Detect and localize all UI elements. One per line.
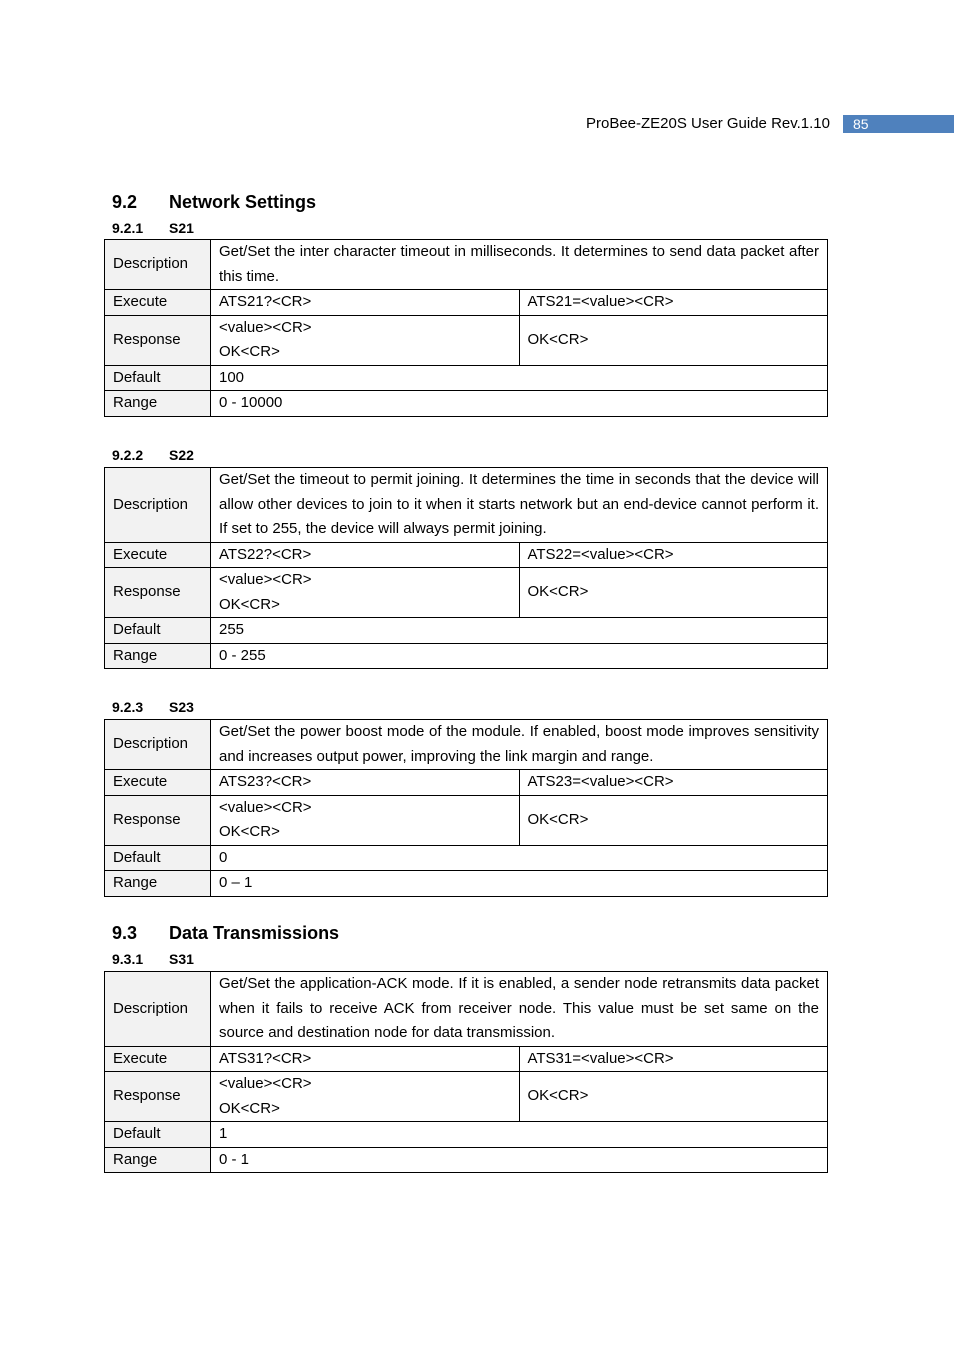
response-get-ok: OK<CR>: [219, 595, 280, 613]
subsection-title: S22: [169, 447, 194, 463]
range-label: Range: [105, 643, 211, 669]
default-label: Default: [105, 845, 211, 871]
subsection-number: 9.2.1: [112, 220, 144, 236]
default-value: 255: [211, 618, 828, 644]
execute-label: Execute: [105, 542, 211, 568]
execute-set: ATS21=<value><CR>: [519, 290, 828, 316]
subsection-number: 9.3.1: [112, 951, 144, 967]
execute-set: ATS31=<value><CR>: [519, 1046, 828, 1072]
description-text: Get/Set the power boost mode of the module. If enabled, boost mode improves sensitivity and increases output power, improving the link margin and range.: [211, 720, 828, 770]
section-title: Network Settings: [169, 192, 317, 212]
execute-label: Execute: [105, 290, 211, 316]
section-heading: [112, 922, 339, 944]
response-label: Response: [105, 1072, 211, 1122]
response-get-value: <value><CR>: [219, 318, 312, 336]
response-get-value: <value><CR>: [219, 1075, 312, 1092]
response-label: Response: [105, 795, 211, 845]
default-label: Default: [105, 365, 211, 391]
command-table: [104, 719, 828, 897]
response-get-value: <value><CR>: [219, 571, 312, 588]
response-get-ok: OK<CR>: [219, 823, 280, 840]
section-number: 9.2: [112, 192, 138, 212]
description-label: Description: [105, 468, 211, 543]
subsection-number: 9.2.3: [112, 699, 144, 715]
response-get-ok: OK<CR>: [219, 343, 280, 360]
description-label: Description: [105, 720, 211, 770]
subsection-title: S21: [169, 220, 194, 236]
execute-get: ATS23?<CR>: [211, 770, 520, 796]
execute-get: ATS31?<CR>: [211, 1046, 520, 1072]
section-number: 9.3: [112, 923, 138, 943]
default-label: Default: [105, 618, 211, 644]
execute-set: ATS23=<value><CR>: [519, 770, 828, 796]
page-number-badge: 85: [843, 115, 954, 133]
description-label: Description: [105, 240, 211, 290]
range-label: Range: [105, 391, 211, 417]
description-label: Description: [105, 972, 211, 1047]
command-table: [104, 239, 828, 417]
range-label: Range: [105, 1147, 211, 1173]
response-get-ok: OK<CR>: [219, 1099, 280, 1117]
default-value: 1: [211, 1122, 828, 1148]
response-get: [211, 1072, 520, 1122]
execute-get: ATS22?<CR>: [211, 542, 520, 568]
default-label: Default: [105, 1122, 211, 1148]
section-title: Data Transmissions: [169, 923, 340, 943]
default-value: 100: [211, 365, 828, 391]
range-label: Range: [105, 871, 211, 897]
execute-label: Execute: [105, 770, 211, 796]
document-header-title: ProBee-ZE20S User Guide Rev.1.10: [585, 115, 830, 132]
subsection-heading: [112, 698, 194, 716]
response-get: [211, 795, 520, 845]
response-get: [211, 568, 520, 618]
execute-set: ATS22=<value><CR>: [519, 542, 828, 568]
range-value: 0 - 10000: [211, 391, 828, 417]
subsection-heading: [112, 219, 194, 237]
default-value: 0: [211, 845, 828, 871]
command-table: [104, 971, 828, 1173]
response-set: OK<CR>: [519, 795, 828, 845]
subsection-heading: [112, 446, 194, 464]
subsection-number: 9.2.2: [112, 447, 144, 463]
response-set: OK<CR>: [519, 1072, 828, 1122]
description-text: Get/Set the timeout to permit joining. It determines the time in seconds that the device will allow other devices to join to it when it starts network but an end-device cannot perform it. If set to 255, the device will always permit joining.: [211, 468, 828, 543]
section-heading: [112, 191, 316, 213]
response-label: Response: [105, 315, 211, 365]
response-label: Response: [105, 568, 211, 618]
description-text: Get/Set the application-ACK mode. If it is enabled, a sender node retransmits data packet when it fails to receive ACK from receiver node. This value must be set same on the source and destination node for data transmission.: [211, 972, 828, 1047]
execute-label: Execute: [105, 1046, 211, 1072]
command-table: [104, 467, 828, 669]
description-text: Get/Set the inter character timeout in milliseconds. It determines to send data packet after this time.: [211, 240, 828, 290]
range-value: 0 - 255: [211, 643, 828, 669]
response-set: OK<CR>: [519, 568, 828, 618]
subsection-heading: [112, 950, 194, 968]
subsection-title: S23: [169, 699, 194, 715]
range-value: 0 - 1: [211, 1147, 828, 1173]
response-get: [211, 315, 520, 365]
range-value: 0 – 1: [211, 871, 828, 897]
subsection-title: S31: [169, 951, 194, 967]
response-set: OK<CR>: [519, 315, 828, 365]
execute-get: ATS21?<CR>: [211, 290, 520, 316]
response-get-value: <value><CR>: [219, 798, 312, 816]
